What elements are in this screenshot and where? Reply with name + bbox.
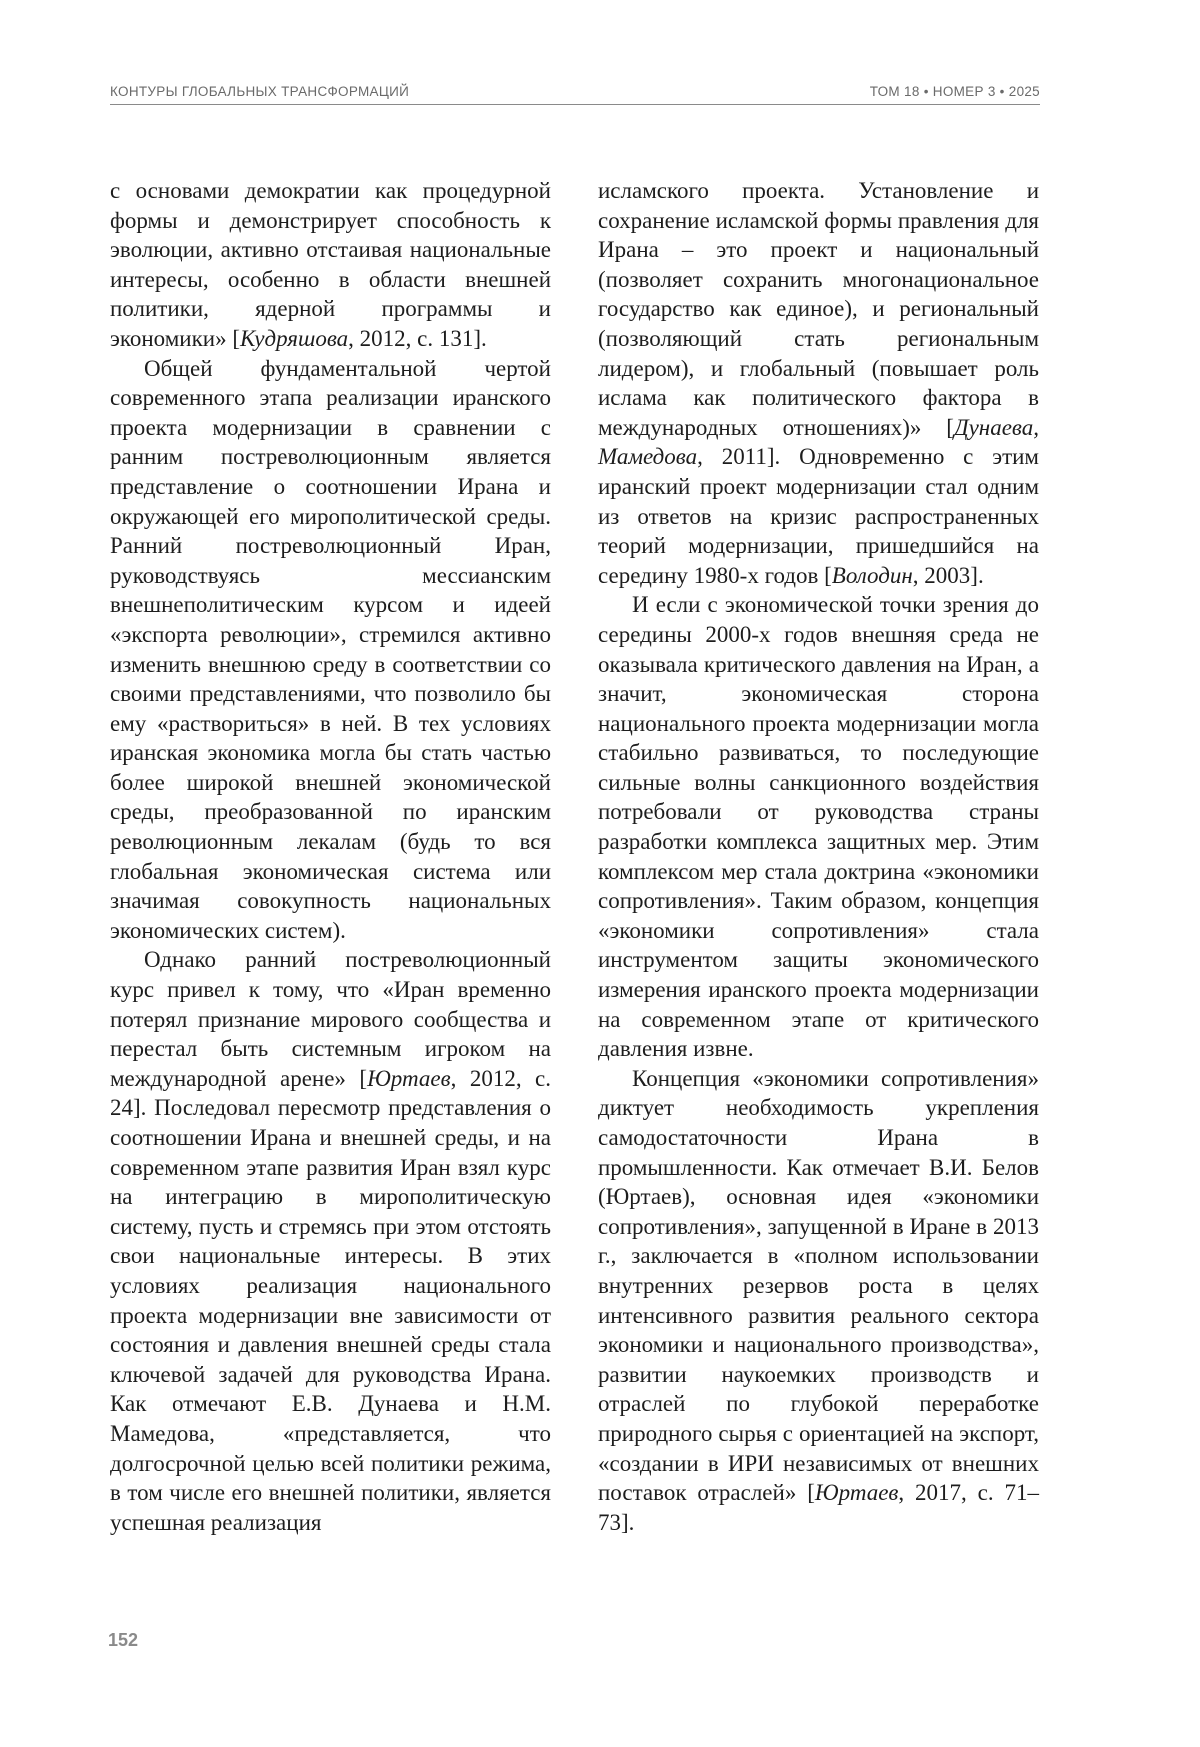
right-column — [598, 176, 1039, 1537]
citation-author: Володин — [831, 562, 913, 588]
left-column — [110, 176, 551, 1537]
running-header — [110, 84, 1040, 105]
text-run: , 2011]. Одновременно с этим иранский проект модернизации стал одним из ответов на кризис распространенных теорий модернизации, пришедшийся на середину 1980-х годов [ — [598, 444, 1039, 588]
text-run: с основами демократии как процедурной формы и демонстрирует способность к эволюции, активно отстаивая национальные интересы, особенно в области внешней политики, ядерной программы и экономики» [ — [110, 178, 551, 351]
text-run: Концепция «экономики сопротивления» диктует необходимость укрепления самодостаточности Ирана в промышленности. Как отмечает В.И. Белов (Юртаев), основная идея «экономики сопротивления», запущенной в Иране в 2013 г., заключается в «полном использовании внутренних резервов роста в целях интенсивного развития реального сектора экономики и национального производства», развитии наукоемких производств и отраслей по глубокой переработке природного сырья с ориентацией на экспорт, «создании в ИРИ независимых от внешних поставок отраслей» [ — [598, 1065, 1039, 1506]
page-number: 152 — [108, 1630, 139, 1650]
paragraph — [598, 176, 1039, 590]
text-run: исламского проекта. Установление и сохранение исламской формы правления для Ирана – это проект и национальный (позволяет сохранить многонациональное государство как единое), и региональный (позволяющий стать региональным лидером), и глобальный (повышает роль ислама как политического фактора в международных отношениях)» [ — [598, 178, 1039, 440]
paragraph: И если с экономической точки зрения до середины 2000-х годов внешняя среда не оказывала критического давления на Иран, а значит, экономическая сторона национального проекта модернизации могла стабильно развиваться, то последующие сильные волны санкционного воздействия потребовали от руководства страны разработки комплекса защитных мер. Этим комплексом мер стала доктрина «экономики сопротивления». Таким образом, концепция «экономики сопротивления» стала инструментом защиты экономического измерения иранского проекта модернизации на современном этапе от критического давления извне. — [598, 592, 1039, 1062]
paragraph: Общей фундаментальной чертой современного этапа реализации иранского проекта модернизации в сравнении с ранним постреволюционным является представление о соотношении Ирана и окружающей его мирополитической среды. Ранний постреволюционный Иран, руководствуясь мессианским внешнеполитическим курсом и идеей «экспорта революции», стремился активно изменить внешнюю среду в соответствии со своими представлениями, что позволило бы ему «раствориться» в ней. В тех условиях иранская экономика могла бы стать частью более широкой внешней экономической среды, преобразованной по иранским революционным лекалам (будь то вся глобальная экономическая система или значимая совокупность национальных экономических систем). — [110, 355, 551, 943]
text-run: Однако ранний постреволюционный курс привел к тому, что «Иран временно потерял признание мирового сообщества и перестал быть системным игроком на международной арене» [ — [110, 947, 551, 1091]
citation-author: Кудряшова — [240, 325, 349, 351]
citation-author: Юртаев — [367, 1065, 451, 1091]
paragraph — [598, 1064, 1039, 1538]
citation-author: Дунаева, Мамедова — [598, 414, 1039, 470]
text-run: , 2012, с. 131]. — [348, 325, 487, 351]
text-run: , 2012, с. 24]. Последовал пересмотр представления о соотношении Ирана и внешней среды, и на современном этапе развития Иран взял курс на интеграцию в мирополитическую систему, пусть и стремясь при этом отстоять свои национальные интересы. В этих условиях реализация национального проекта модернизации вне зависимости от состояния и давления внешней среды стала ключевой задачей для руководства Ирана. Как отмечают Е.В. Дунаева и Н.М. Мамедова, «представляется, что долгосрочной целью всей политики режима, в том числе его внешней политики, является успешная реализация — [110, 1065, 551, 1535]
journal-title: КОНТУРЫ ГЛОБАЛЬНЫХ ТРАНСФОРМАЦИЙ — [110, 84, 410, 99]
paragraph — [110, 176, 551, 354]
citation-author: Юртаев — [814, 1480, 899, 1506]
paragraph — [110, 945, 551, 1537]
issue-info: ТОМ 18 • НОМЕР 3 • 2025 — [869, 84, 1040, 99]
text-run: , 2017, с. 71–73]. — [598, 1480, 1039, 1535]
text-run: , 2003]. — [912, 562, 984, 588]
